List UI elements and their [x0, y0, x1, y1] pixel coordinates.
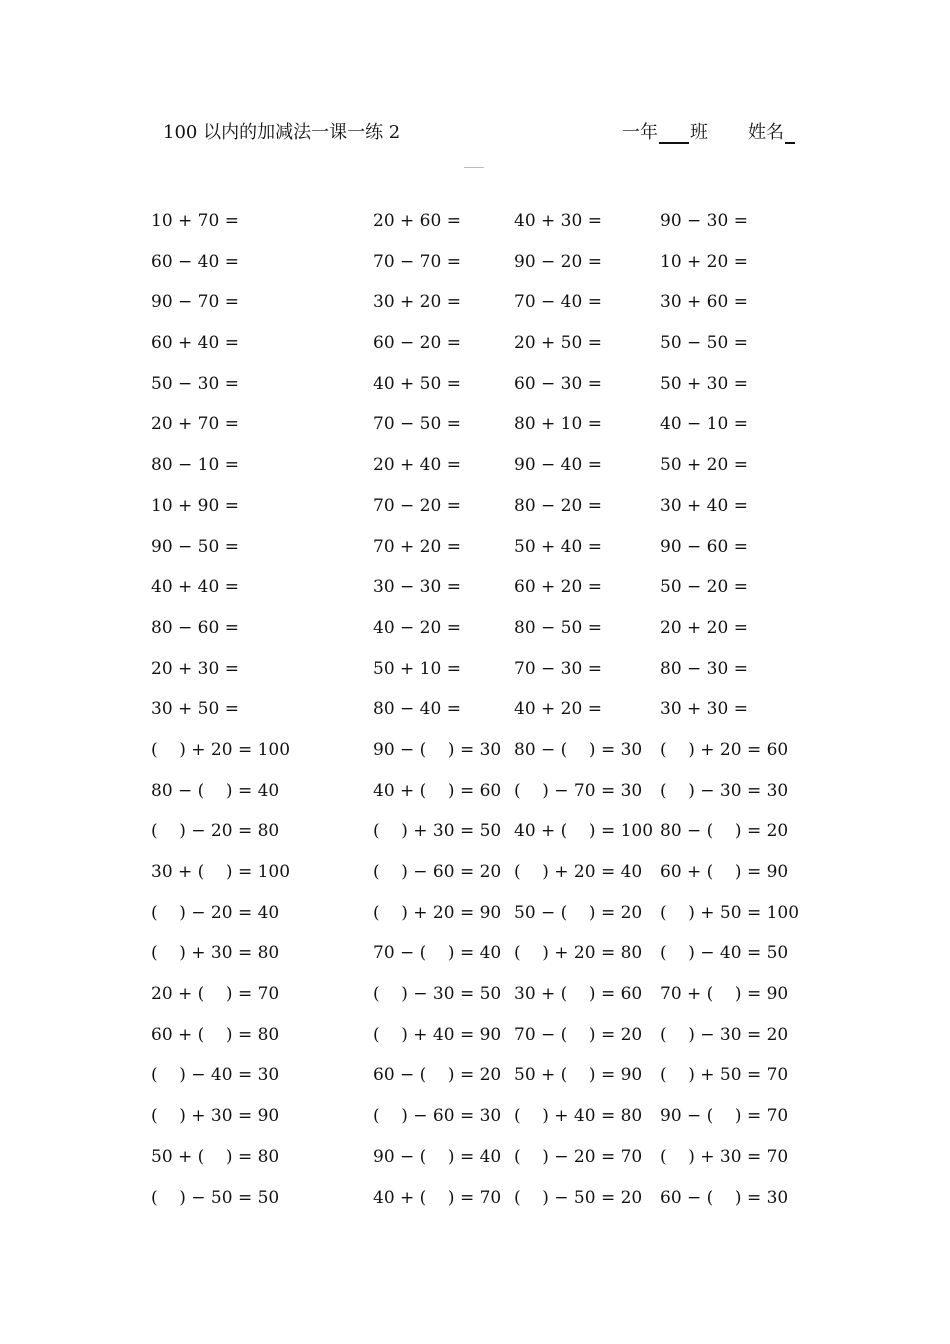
math-problem: 70 − 40 =: [514, 292, 602, 313]
math-problem: 60 + ( ) = 90: [660, 862, 789, 882]
math-problem: 40 + 40 =: [151, 577, 239, 598]
math-problem: 60 + 20 =: [514, 577, 602, 598]
math-problem: 20 + ( ) = 70: [151, 984, 280, 1005]
math-problem: 50 + ( ) = 90: [514, 1065, 643, 1086]
math-problem: 90 − ( ) = 40: [373, 1146, 502, 1167]
math-problem: 20 + 60 =: [373, 211, 461, 231]
math-problem: ( ) − 70 = 30: [514, 780, 643, 801]
class-blank[interactable]: [659, 120, 689, 144]
problem-row: [0, 816, 950, 857]
problem-row: [0, 369, 950, 410]
math-problem: 40 + 50 =: [373, 373, 461, 394]
math-problem: ( ) + 20 = 100: [151, 739, 291, 760]
math-problem: 60 − ( ) = 30: [660, 1187, 789, 1208]
math-problem: 30 + 50 =: [151, 699, 239, 720]
problem-row: [0, 735, 950, 776]
math-problem: ( ) + 50 = 70: [660, 1065, 789, 1086]
math-problem: 90 − 40 =: [514, 455, 602, 476]
math-problem: ( ) − 40 = 50: [660, 943, 789, 964]
math-problem: 90 − 60 =: [660, 536, 748, 557]
math-problem: 50 − 50 =: [660, 333, 748, 354]
math-problem: 30 + 60 =: [660, 292, 748, 313]
problem-row: [0, 287, 950, 328]
math-problem: 80 − 30 =: [660, 658, 748, 679]
math-problem: ( ) − 60 = 20: [373, 862, 502, 882]
math-problem: 80 − 40 =: [373, 699, 461, 720]
problem-row: [0, 654, 950, 695]
math-problem: ( ) + 20 = 90: [373, 902, 502, 923]
math-problem: 60 − 30 =: [514, 373, 602, 394]
problem-row: [0, 1020, 950, 1061]
math-problem: 60 + ( ) = 80: [151, 1024, 280, 1045]
math-problem: 10 + 90 =: [151, 495, 239, 516]
math-problem: 60 − ( ) = 20: [373, 1065, 502, 1086]
problem-row: [0, 979, 950, 1020]
math-problem: 50 − ( ) = 20: [514, 902, 643, 923]
name-blank[interactable]: [785, 120, 795, 144]
student-info: [622, 118, 795, 144]
math-problem: 60 − 20 =: [373, 333, 461, 354]
problem-row: [0, 572, 950, 613]
problem-row: [0, 328, 950, 369]
math-problem: 10 + 20 =: [660, 251, 748, 272]
math-problem: ( ) + 20 = 80: [514, 943, 643, 964]
problem-row: [0, 857, 950, 898]
math-problem: 80 − 10 =: [151, 455, 239, 476]
math-problem: ( ) − 40 = 30: [151, 1065, 280, 1086]
math-problem: 80 + 10 =: [514, 414, 602, 435]
class-label: 班: [690, 122, 708, 143]
problem-row: [0, 776, 950, 817]
math-problem: ( ) + 30 = 80: [151, 943, 280, 964]
math-problem: ( ) − 30 = 20: [660, 1024, 789, 1045]
math-problem: 80 − 60 =: [151, 617, 239, 638]
math-problem: ( ) + 50 = 100: [660, 902, 800, 923]
math-problem: 30 + 30 =: [660, 699, 748, 720]
math-problem: 70 − ( ) = 20: [514, 1024, 643, 1045]
problem-row: [0, 1183, 950, 1224]
math-problem: 50 − 30 =: [151, 373, 239, 394]
math-problem: 20 + 50 =: [514, 333, 602, 354]
math-problem: 80 − ( ) = 20: [660, 821, 789, 842]
math-problem: 40 + ( ) = 100: [514, 821, 654, 842]
math-problem: 70 + 20 =: [373, 536, 461, 557]
math-problem: 80 − ( ) = 30: [514, 739, 643, 760]
math-problem: 10 + 70 =: [151, 211, 239, 231]
math-problem: ( ) + 20 = 60: [660, 739, 789, 760]
math-problem: 40 − 10 =: [660, 414, 748, 435]
problem-row: [0, 491, 950, 532]
math-problem: 40 + ( ) = 60: [373, 780, 502, 801]
math-problem: 80 − 50 =: [514, 617, 602, 638]
math-problem: 60 + 40 =: [151, 333, 239, 354]
math-problem: ( ) + 20 = 40: [514, 862, 643, 882]
math-problem: ( ) − 60 = 30: [373, 1106, 502, 1127]
problem-row: [0, 613, 950, 654]
worksheet-title: 100 以内的加减法一课一练 2: [163, 122, 401, 143]
problem-row: [0, 1142, 950, 1183]
math-problem: ( ) − 50 = 20: [514, 1187, 643, 1208]
problem-row: [0, 409, 950, 450]
math-problem: 90 − 50 =: [151, 536, 239, 557]
math-problem: 90 − 20 =: [514, 251, 602, 272]
divider-mark: [464, 167, 484, 168]
math-problem: 20 + 20 =: [660, 617, 748, 638]
math-problem: 40 + 30 =: [514, 211, 602, 231]
problem-row: [0, 247, 950, 288]
math-problem: ( ) + 40 = 80: [514, 1106, 643, 1127]
math-problem: ( ) − 50 = 50: [151, 1187, 280, 1208]
math-problem: ( ) − 30 = 50: [373, 984, 502, 1005]
math-problem: 80 − 20 =: [514, 495, 602, 516]
math-problem: 90 − ( ) = 30: [373, 739, 502, 760]
problem-row: [0, 898, 950, 939]
problem-row: [0, 938, 950, 979]
math-problem: 70 − 70 =: [373, 251, 461, 272]
math-problem: ( ) − 20 = 80: [151, 821, 280, 842]
worksheet-header: [0, 118, 950, 146]
math-problem: 70 − 20 =: [373, 495, 461, 516]
math-problem: ( ) − 30 = 30: [660, 780, 789, 801]
math-problem: ( ) + 30 = 50: [373, 821, 502, 842]
math-problem: 80 − ( ) = 40: [151, 780, 280, 801]
problem-row: [0, 694, 950, 735]
math-problem: 70 − ( ) = 40: [373, 943, 502, 964]
problem-row: [0, 450, 950, 491]
problem-row: [0, 1060, 950, 1101]
math-problem: 90 − 70 =: [151, 292, 239, 313]
problem-row: [0, 1101, 950, 1142]
math-problem: 20 + 40 =: [373, 455, 461, 476]
math-problem: 90 − 30 =: [660, 211, 748, 231]
math-problem: 30 − 30 =: [373, 577, 461, 598]
math-problem: 40 − 20 =: [373, 617, 461, 638]
math-problem: 50 + 20 =: [660, 455, 748, 476]
math-problem: 20 + 30 =: [151, 658, 239, 679]
math-problem: 70 + ( ) = 90: [660, 984, 789, 1005]
math-problem: 20 + 70 =: [151, 414, 239, 435]
math-problem: 50 − 20 =: [660, 577, 748, 598]
math-problem: 30 + ( ) = 100: [151, 862, 291, 882]
math-problem: 40 + 20 =: [514, 699, 602, 720]
name-label: 姓名: [748, 122, 784, 143]
math-problem: ( ) + 30 = 70: [660, 1146, 789, 1167]
math-problem: 40 + ( ) = 70: [373, 1187, 502, 1208]
math-problem: 50 + 30 =: [660, 373, 748, 394]
math-problem: 50 + 40 =: [514, 536, 602, 557]
math-problem: 60 − 40 =: [151, 251, 239, 272]
math-problem: 30 + 40 =: [660, 495, 748, 516]
math-problem: 70 − 30 =: [514, 658, 602, 679]
math-problem: 30 + 20 =: [373, 292, 461, 313]
math-problem: ( ) + 40 = 90: [373, 1024, 502, 1045]
math-problem: 70 − 50 =: [373, 414, 461, 435]
math-problem: 30 + ( ) = 60: [514, 984, 643, 1005]
math-problem: 50 + ( ) = 80: [151, 1146, 280, 1167]
math-problem: 90 − ( ) = 70: [660, 1106, 789, 1127]
math-problem: ( ) − 20 = 40: [151, 902, 280, 923]
math-problem: 50 + 10 =: [373, 658, 461, 679]
problem-grid: [0, 206, 950, 1223]
math-problem: ( ) − 20 = 70: [514, 1146, 643, 1167]
grade-label: 一年: [622, 122, 658, 143]
problem-row: [0, 206, 950, 247]
problem-row: [0, 532, 950, 573]
math-problem: ( ) + 30 = 90: [151, 1106, 280, 1127]
